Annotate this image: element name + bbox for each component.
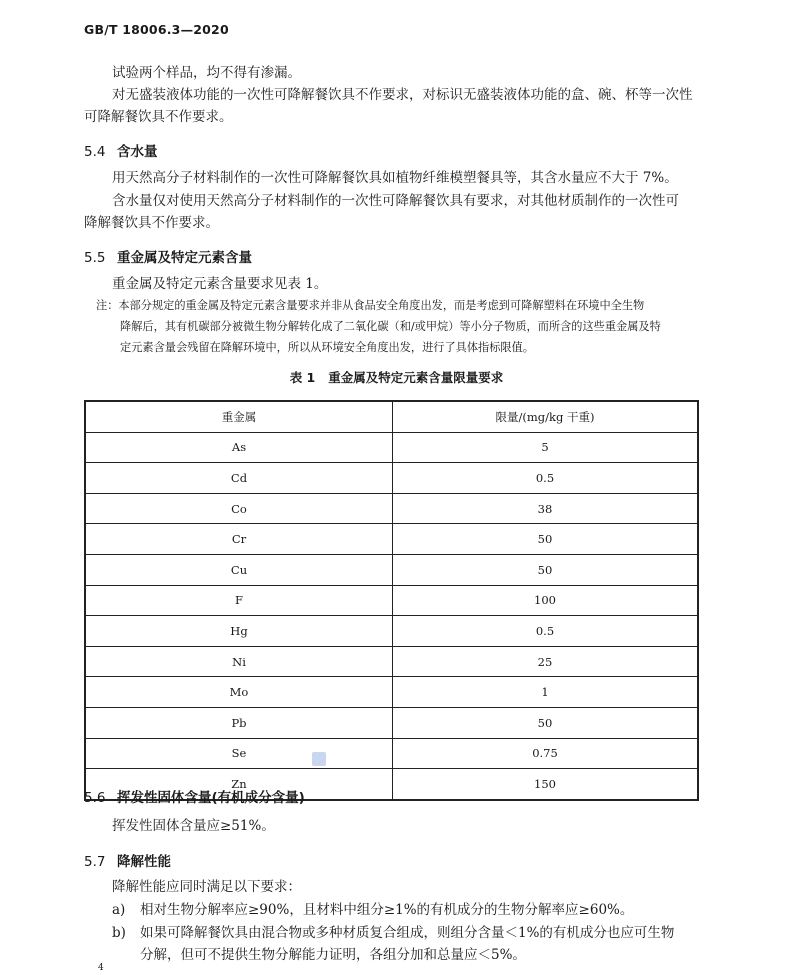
section-5-7-para-1: 降解性能应同时满足以下要求： xyxy=(112,879,301,895)
cell-limit: 1 xyxy=(393,677,699,708)
column-header-metal: 重金属 xyxy=(85,401,393,432)
section-title: 挥发性固体含量(有机成分含量) xyxy=(117,790,305,806)
cell-metal: Ni xyxy=(85,646,393,677)
list-item-b-line-2: 分解，但可不提供生物分解能力证明，各组分加和总量应＜5%。 xyxy=(140,947,526,963)
cell-limit: 0.75 xyxy=(393,738,699,769)
table-row xyxy=(85,646,698,677)
section-5-5-heading xyxy=(84,246,252,266)
section-number: 5.7 xyxy=(84,854,106,870)
list-item-b-line-1: 如果可降解餐饮具由混合物或多种材质复合组成，则组分含量＜1%的有机成分也应可生物 xyxy=(140,925,675,941)
section-5-4-para-2a: 含水量仅对使用天然高分子材料制作的一次性可降解餐饮具有要求，对其他材质制作的一次性可 xyxy=(112,193,679,209)
section-5-6-heading xyxy=(84,786,305,806)
note-line-3: 定元素含量会残留在降解环境中，所以从环境安全角度出发，进行了具体指标限值。 xyxy=(120,341,534,354)
column-header-limit: 限量/(mg/kg 干重) xyxy=(393,401,699,432)
intro-line-3: 可降解餐饮具不作要求。 xyxy=(84,109,233,125)
section-title: 重金属及特定元素含量 xyxy=(117,250,252,266)
cell-metal: Cu xyxy=(85,554,393,585)
table-row xyxy=(85,677,698,708)
list-item-a: 相对生物分解率应≥90%，且材料中组分≥1%的有机成分的生物分解率应≥60%。 xyxy=(140,902,634,918)
section-5-6-para-1: 挥发性固体含量应≥51%。 xyxy=(112,818,275,834)
cell-limit: 25 xyxy=(393,646,699,677)
cell-limit: 38 xyxy=(393,493,699,524)
table-row xyxy=(85,524,698,555)
list-marker-b: b) xyxy=(112,925,126,941)
watermark-logo xyxy=(312,752,326,766)
section-number: 5.5 xyxy=(84,250,106,266)
table-row xyxy=(85,738,698,769)
cell-metal: Se xyxy=(85,738,393,769)
cell-limit: 50 xyxy=(393,707,699,738)
section-5-5-para-1: 重金属及特定元素含量要求见表 1。 xyxy=(112,276,328,292)
cell-metal: Hg xyxy=(85,616,393,647)
page-number: 4 xyxy=(98,963,104,973)
cell-limit: 0.5 xyxy=(393,616,699,647)
intro-line-2: 对无盛装液体功能的一次性可降解餐饮具不作要求，对标识无盛装液体功能的盒、碗、杯等一次性 xyxy=(112,87,693,103)
section-5-4-heading xyxy=(84,140,158,160)
section-title: 降解性能 xyxy=(117,854,171,870)
table-header-row xyxy=(85,401,698,432)
table-row xyxy=(85,463,698,494)
section-number: 5.4 xyxy=(84,144,106,160)
table-row xyxy=(85,585,698,616)
cell-limit: 150 xyxy=(393,769,699,800)
document-header: GB/T 18006.3—2020 xyxy=(84,22,229,37)
section-5-4-para-2b: 降解餐饮具不作要求。 xyxy=(84,215,219,231)
cell-limit: 50 xyxy=(393,554,699,585)
table-row xyxy=(85,432,698,463)
cell-metal: Cr xyxy=(85,524,393,555)
cell-metal: As xyxy=(85,432,393,463)
cell-metal: F xyxy=(85,585,393,616)
note-line-1: 注：本部分规定的重金属及特定元素含量要求并非从食品安全角度出发，而是考虑到可降解塑料在环境中全生物 xyxy=(96,299,645,312)
table-row xyxy=(85,554,698,585)
cell-metal: Cd xyxy=(85,463,393,494)
cell-metal: Pb xyxy=(85,707,393,738)
heavy-metal-limits-table xyxy=(84,400,699,801)
section-number: 5.6 xyxy=(84,790,106,806)
intro-line-1: 试验两个样品，均不得有渗漏。 xyxy=(112,65,301,81)
list-marker-a: a) xyxy=(112,902,126,918)
cell-metal: Zn xyxy=(85,769,393,800)
cell-limit: 50 xyxy=(393,524,699,555)
cell-limit: 0.5 xyxy=(393,463,699,494)
table-row xyxy=(85,707,698,738)
cell-metal: Mo xyxy=(85,677,393,708)
note-line-2: 降解后，其有机碳部分被微生物分解转化成了二氧化碳（和/或甲烷）等小分子物质，而所含的这些重金属及特 xyxy=(120,320,661,333)
section-5-7-heading xyxy=(84,850,171,870)
cell-metal: Co xyxy=(85,493,393,524)
section-title: 含水量 xyxy=(117,144,158,160)
table-row xyxy=(85,493,698,524)
cell-limit: 100 xyxy=(393,585,699,616)
table-caption: 表 1 重金属及特定元素含量限量要求 xyxy=(289,370,504,385)
section-5-4-para-1: 用天然高分子材料制作的一次性可降解餐饮具如植物纤维模塑餐具等，其含水量应不大于 7%。 xyxy=(112,170,678,186)
cell-limit: 5 xyxy=(393,432,699,463)
table-row xyxy=(85,616,698,647)
